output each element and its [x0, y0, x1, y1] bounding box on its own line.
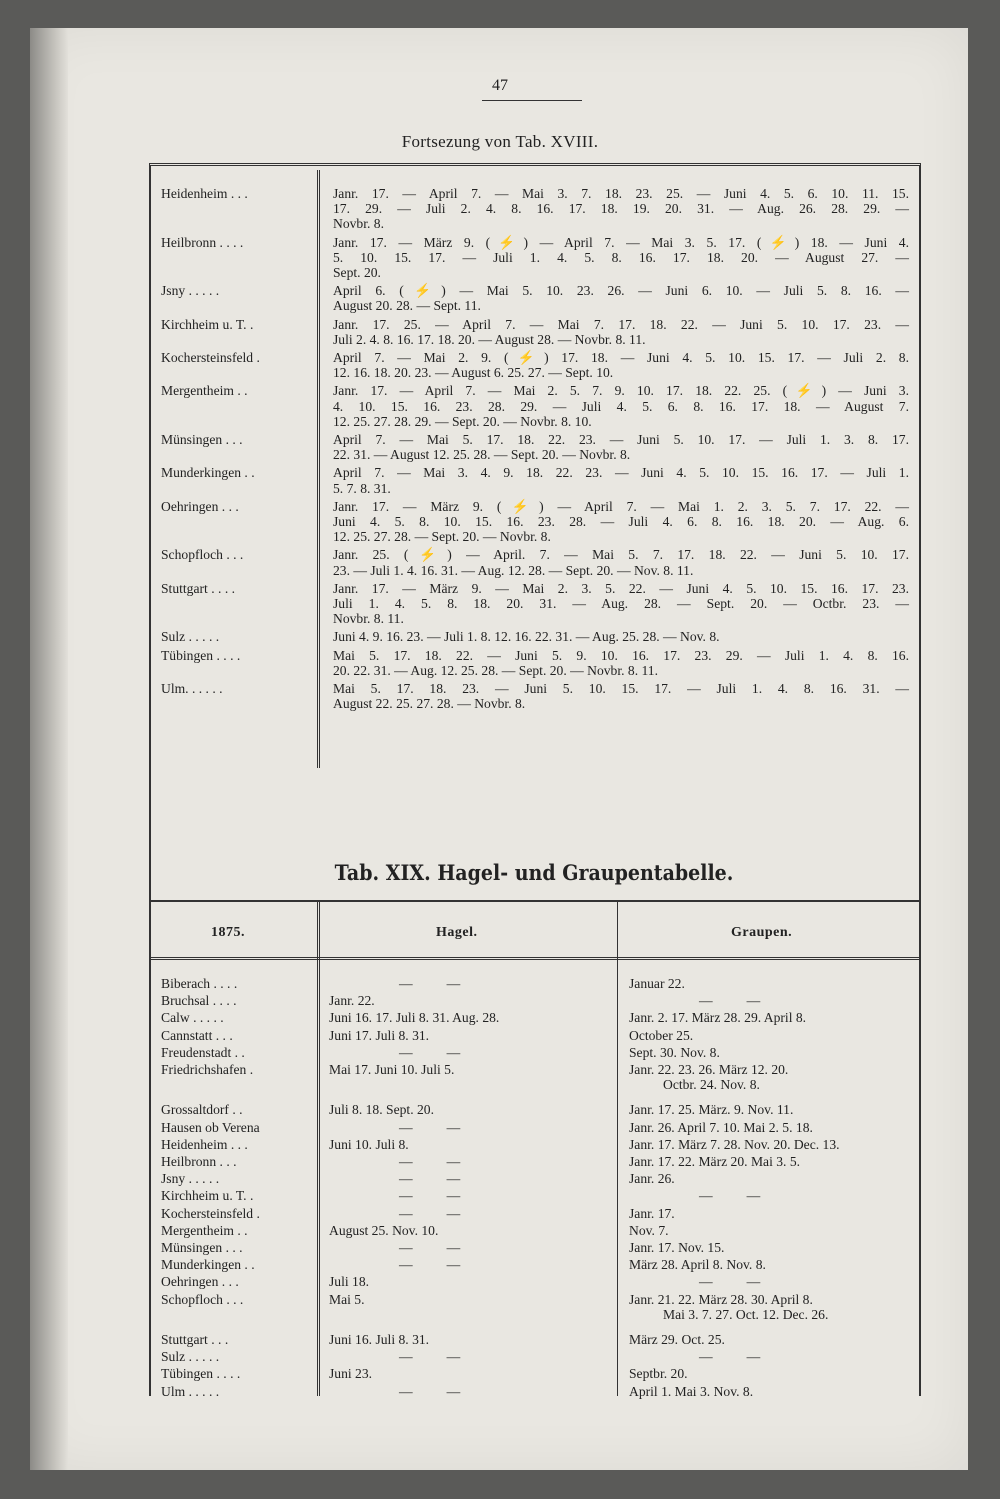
date-line: — — — [399, 1154, 461, 1169]
place-name: Oehringen . . . — [161, 498, 239, 514]
date-line: 12. 25. 27. 28. 29. — Sept. 20. — Novbr. 8. 10. — [333, 413, 592, 429]
date-line: Januar 22. — [629, 976, 685, 991]
date-line: — — — [399, 976, 461, 991]
graupen-dates — [629, 993, 911, 1008]
date-line: April 1. Mai 3. Nov. 8. — [629, 1383, 754, 1399]
hagel-dates — [329, 1154, 611, 1169]
page-number-rule — [482, 100, 582, 101]
hagel-dates — [329, 1171, 611, 1186]
date-line: Mai 3. 7. 27. Oct. 12. Dec. 26. — [663, 1306, 829, 1322]
date-line: Juli 2. 4. 8. 16. 17. 18. 20. — August 28. — Novbr. 8. 11. — [333, 331, 646, 347]
place-name: Münsingen . . . — [161, 1240, 243, 1255]
place-name: Heidenheim . . . — [161, 186, 248, 201]
place-name: Munderkingen . . — [161, 1257, 255, 1273]
date-line: Juli 18. — [329, 1274, 370, 1290]
date-line: Juli 8. 18. Sept. 20. — [329, 1102, 434, 1118]
date-line: — — — [699, 993, 761, 1009]
place-name: Münsingen . . . — [161, 432, 243, 447]
place-name: Kochersteinsfeld . — [161, 350, 260, 365]
date-line: Janr. 21. 22. März 28. 30. April 8. — [629, 1291, 813, 1307]
place-name: Sulz . . . . . — [161, 1349, 220, 1365]
place-name: Cannstatt . . . — [161, 1027, 233, 1043]
column-divider — [617, 902, 618, 1396]
place-name: Jsny . . . . . — [161, 1171, 220, 1187]
date-line: Janr. 17. Nov. 15. — [629, 1240, 725, 1255]
date-line: 17. 29. — Juli 2. 4. 8. 16. 17. 18. 19. 20. 31. — Aug. 26. 28. 29. — — [333, 201, 909, 217]
hagel-dates — [329, 1274, 611, 1289]
date-line: Janr. 17. — April 7. — Mai 3. 7. 18. 23. 25. — Juni 4. 5. 6. 10. 11. 15. — [333, 186, 909, 201]
place-name: Ulm. . . . . . — [161, 681, 223, 696]
place-name: Kochersteinsfeld . — [161, 1205, 260, 1221]
date-line: Janr. 17. — März 9. — Mai 2. 3. 5. 22. — Juni 4. 5. 10. 15. 16. 17. 23. — [333, 580, 909, 596]
date-line: 4. 10. 15. 16. 23. 28. 29. — Juli 4. 5. 6. 8. 16. 17. 18. — August 7. — [333, 398, 909, 414]
hagel-dates — [329, 1062, 611, 1077]
place-name: Calw . . . . . — [161, 1010, 224, 1026]
date-line: — — — [399, 1171, 461, 1187]
graupen-dates — [629, 1102, 911, 1117]
date-line: — — — [399, 1383, 461, 1399]
thunderstorm-dates — [333, 581, 909, 627]
header-year: 1875. — [211, 925, 245, 940]
date-line: Mai 17. Juni 10. Juli 5. — [329, 1062, 455, 1077]
date-line: Janr. 17. März 7. 28. Nov. 20. Dec. 13. — [629, 1136, 840, 1152]
date-line: Janr. 26. April 7. 10. Mai 2. 5. 18. — [629, 1119, 813, 1135]
date-line: — — — [399, 1240, 461, 1255]
date-line: Janr. 2. 17. März 28. 29. April 8. — [629, 1010, 807, 1026]
graupen-dates — [629, 1028, 911, 1043]
graupen-dates — [629, 1332, 911, 1347]
hagel-dates — [329, 1188, 611, 1203]
thunderstorm-dates — [333, 499, 909, 545]
place-name: Kirchheim u. T. . — [161, 1188, 254, 1204]
date-line: März 28. April 8. Nov. 8. — [629, 1257, 766, 1273]
hagel-dates — [329, 1240, 611, 1255]
date-line: Mai 5. 17. 18. 23. — Juni 5. 10. 15. 17. — Juli 1. 4. 8. 16. 31. — — [333, 681, 909, 696]
graupen-dates — [629, 1257, 911, 1272]
thunderstorm-dates — [333, 383, 909, 429]
place-name: Stuttgart . . . — [161, 1332, 229, 1347]
date-line: — — — [399, 1257, 461, 1273]
table-xviii — [149, 163, 921, 903]
graupen-dates — [629, 976, 911, 991]
header-graupen: Graupen. — [731, 925, 793, 940]
thunderstorm-dates — [333, 317, 909, 347]
date-line: Janr. 22. 23. 26. März 12. 20. — [629, 1062, 789, 1077]
date-line: Mai 5. 17. 18. 22. — Juni 5. 9. 10. 16. 17. 23. 29. — Juli 1. 4. 8. 16. — [333, 647, 909, 663]
hagel-dates — [329, 1045, 611, 1060]
date-line: April 7. — Mai 5. 17. 18. 22. 23. — Juni 5. 10. 17. — Juli 1. 3. 8. 17. — [333, 432, 909, 447]
table-xix-title: Tab. XIX. Hagel- und Graupentabelle. — [334, 860, 734, 886]
hagel-dates — [329, 1366, 611, 1381]
hagel-dates — [329, 1010, 611, 1025]
graupen-dates — [629, 1349, 911, 1364]
date-line: 23. — Juli 1. 4. 16. 31. — Aug. 12. 28. — Sept. 20. — Nov. 8. 11. — [333, 562, 694, 578]
page-number: 47 — [492, 77, 508, 94]
date-line: Juli 1. 4. 5. 8. 18. 20. 31. — Aug. 28. — Sept. 20. — Octbr. 23. — — [333, 596, 909, 611]
date-line: Janr. 22. — [329, 993, 375, 1009]
hagel-dates — [329, 1028, 611, 1043]
place-name: Freudenstadt . . — [161, 1044, 245, 1060]
date-line: Janr. 17. 25. — April 7. — Mai 7. 17. 18. 22. — Juni 5. 10. 17. 23. — — [333, 316, 909, 332]
hagel-dates — [329, 993, 611, 1008]
hagel-dates — [329, 1384, 611, 1399]
place-name: Tübingen . . . . — [161, 1366, 241, 1382]
place-name: Kirchheim u. T. . — [161, 316, 254, 332]
date-line: — — — [399, 1349, 461, 1365]
place-name: Heilbronn . . . — [161, 1154, 237, 1169]
header-hagel: Hagel. — [436, 925, 478, 940]
date-line: — — — [699, 1274, 761, 1290]
place-name: Heilbronn . . . . — [161, 234, 244, 250]
date-line: Octbr. 24. Nov. 8. — [663, 1077, 760, 1092]
hagel-dates — [329, 1292, 611, 1307]
date-line: August 25. Nov. 10. — [329, 1222, 439, 1238]
thunderstorm-dates — [333, 186, 909, 232]
date-line: — — — [399, 1188, 461, 1204]
date-line: April 7. — Mai 3. 4. 9. 18. 22. 23. — Juni 4. 5. 10. 15. 16. 17. — Juli 1. — [333, 465, 909, 481]
place-name: Mergentheim . . — [161, 383, 248, 399]
graupen-dates — [629, 1366, 911, 1381]
graupen-dates — [629, 1206, 911, 1221]
graupen-dates — [629, 1045, 911, 1060]
hagel-dates — [329, 1206, 611, 1221]
place-name: Bruchsal . . . . — [161, 993, 237, 1009]
thunderstorm-dates — [333, 648, 909, 678]
date-line: 5. 10. 15. 17. — Juli 1. 4. 5. 8. 16. 17. 18. 20. — August 27. — — [333, 249, 909, 265]
hagel-dates — [329, 1120, 611, 1135]
column-divider — [317, 902, 320, 1396]
date-line: Sept. 30. Nov. 8. — [629, 1044, 720, 1060]
place-name: Schopfloch . . . — [161, 1291, 244, 1307]
date-line: März 29. Oct. 25. — [629, 1332, 725, 1347]
column-divider — [317, 170, 320, 768]
date-line: Juni 10. Juli 8. — [329, 1136, 409, 1152]
date-line: August 20. 28. — Sept. 11. — [333, 298, 481, 314]
date-line: — — — [399, 1205, 461, 1221]
place-name: Mergentheim . . — [161, 1222, 248, 1238]
graupen-dates — [629, 1188, 911, 1203]
date-line: Janr. 25. (⚡) — April. 7. — Mai 5. 7. 17. 18. 22. — Juni 5. 10. 17. — [333, 547, 909, 563]
hagel-dates — [329, 1349, 611, 1364]
graupen-dates — [629, 1154, 911, 1169]
date-line: Janr. 17. — [629, 1205, 675, 1221]
date-line: August 22. 25. 27. 28. — Novbr. 8. — [333, 696, 526, 712]
date-line: Juni 16. 17. Juli 8. 31. Aug. 28. — [329, 1010, 500, 1026]
thunderstorm-dates — [333, 432, 909, 462]
date-line: Janr. 17. 22. März 20. Mai 3. 5. — [629, 1154, 801, 1169]
date-line: Juni 17. Juli 8. 31. — [329, 1027, 430, 1043]
place-name: Ulm . . . . . — [161, 1383, 220, 1399]
header-rule — [151, 957, 919, 960]
place-name: Grossaltdorf . . — [161, 1102, 243, 1118]
thunderstorm-dates — [333, 681, 909, 711]
graupen-dates — [629, 1292, 911, 1322]
date-line: 12. 16. 18. 20. 23. — August 6. 25. 27. — Sept. 10. — [333, 365, 614, 381]
place-name: Oehringen . . . — [161, 1274, 239, 1290]
date-line: 5. 7. 8. 31. — [333, 480, 391, 496]
place-name: Hausen ob Verena — [161, 1119, 260, 1135]
date-line: Juni 4. 5. 8. 10. 15. 16. 23. 28. — Juli 4. 6. 8. 16. 18. 20. — Aug. 6. — [333, 514, 909, 529]
date-line: Janr. 17. 25. März. 9. Nov. 11. — [629, 1102, 794, 1118]
thunderstorm-dates — [333, 629, 909, 644]
hagel-dates — [329, 1332, 611, 1347]
date-line: Juni 4. 9. 16. 23. — Juli 1. 8. 12. 16. 22. 31. — Aug. 25. 28. — Nov. 8. — [333, 629, 720, 645]
date-line: April 6. (⚡) — Mai 5. 10. 23. 26. — Juni 6. 10. — Juli 5. 8. 16. — — [333, 283, 909, 299]
place-name: Friedrichshafen . — [161, 1062, 254, 1077]
thunderstorm-dates — [333, 350, 909, 380]
date-line: 12. 25. 27. 28. — Sept. 20. — Novbr. 8. — [333, 529, 551, 545]
date-line: — — — [399, 1119, 461, 1135]
date-line: Sept. 20. — [333, 265, 381, 280]
graupen-dates — [629, 1240, 911, 1255]
place-name: Stuttgart . . . . — [161, 580, 236, 596]
graupen-dates — [629, 1062, 911, 1092]
thunderstorm-dates — [333, 547, 909, 577]
date-line: Mai 5. — [329, 1291, 365, 1307]
graupen-dates — [629, 1274, 911, 1289]
place-name: Heidenheim . . . — [161, 1136, 248, 1152]
date-line: Juni 16. Juli 8. 31. — [329, 1332, 430, 1347]
hagel-dates — [329, 1257, 611, 1272]
date-line: Nov. 7. — [629, 1222, 669, 1238]
date-line: Janr. 17. — April 7. — Mai 2. 5. 7. 9. 10. 17. 18. 22. 25. (⚡) — Juni 3. — [333, 383, 909, 399]
table-xix — [149, 900, 921, 1399]
date-line: 22. 31. — August 12. 25. 28. — Sept. 20. — Novbr. 8. — [333, 447, 631, 463]
date-line: Janr. 17. — März 9. (⚡) — April 7. — Mai 3. 5. 17. (⚡) 18. — Juni 4. — [333, 234, 909, 250]
hagel-dates — [329, 1223, 611, 1238]
continuation-title: Fortsezung von Tab. XVIII. — [401, 132, 599, 151]
place-name: Biberach . . . . — [161, 976, 238, 991]
place-name: Sulz . . . . . — [161, 629, 220, 645]
graupen-dates — [629, 1137, 911, 1152]
date-line: Novbr. 8. — [333, 216, 384, 232]
hagel-dates — [329, 1102, 611, 1117]
date-line: October 25. — [629, 1027, 694, 1043]
place-name: Schopfloch . . . — [161, 547, 244, 563]
graupen-dates — [629, 1223, 911, 1238]
date-line: — — — [699, 1188, 761, 1204]
date-line: 20. 22. 31. — Aug. 12. 25. 28. — Sept. 20. — Novbr. 8. 11. — [333, 662, 658, 678]
thunderstorm-dates — [333, 465, 909, 495]
graupen-dates — [629, 1120, 911, 1135]
graupen-dates — [629, 1384, 911, 1399]
place-name: Tübingen . . . . — [161, 647, 241, 663]
page-gutter — [30, 28, 68, 1470]
date-line: Juni 23. — [329, 1366, 373, 1382]
graupen-dates — [629, 1171, 911, 1186]
graupen-dates — [629, 1010, 911, 1025]
date-line: April 7. — Mai 2. 9. (⚡) 17. 18. — Juni 4. 5. 10. 15. 17. — Juli 2. 8. — [333, 350, 909, 365]
date-line: Janr. 17. — März 9. (⚡) — April 7. — Mai 1. 2. 3. 5. 7. 17. 22. — — [333, 498, 909, 514]
date-line: — — — [399, 1044, 461, 1060]
place-name: Munderkingen . . — [161, 465, 255, 481]
date-line: Janr. 26. — [629, 1171, 675, 1187]
date-line: Novbr. 8. 11. — [333, 611, 404, 627]
hagel-dates — [329, 1137, 611, 1152]
date-line: — — — [699, 1349, 761, 1365]
hagel-dates — [329, 976, 611, 991]
thunderstorm-dates — [333, 283, 909, 313]
date-line: Septbr. 20. — [629, 1366, 688, 1382]
place-name: Jsny . . . . . — [161, 283, 220, 299]
thunderstorm-dates — [333, 235, 909, 281]
